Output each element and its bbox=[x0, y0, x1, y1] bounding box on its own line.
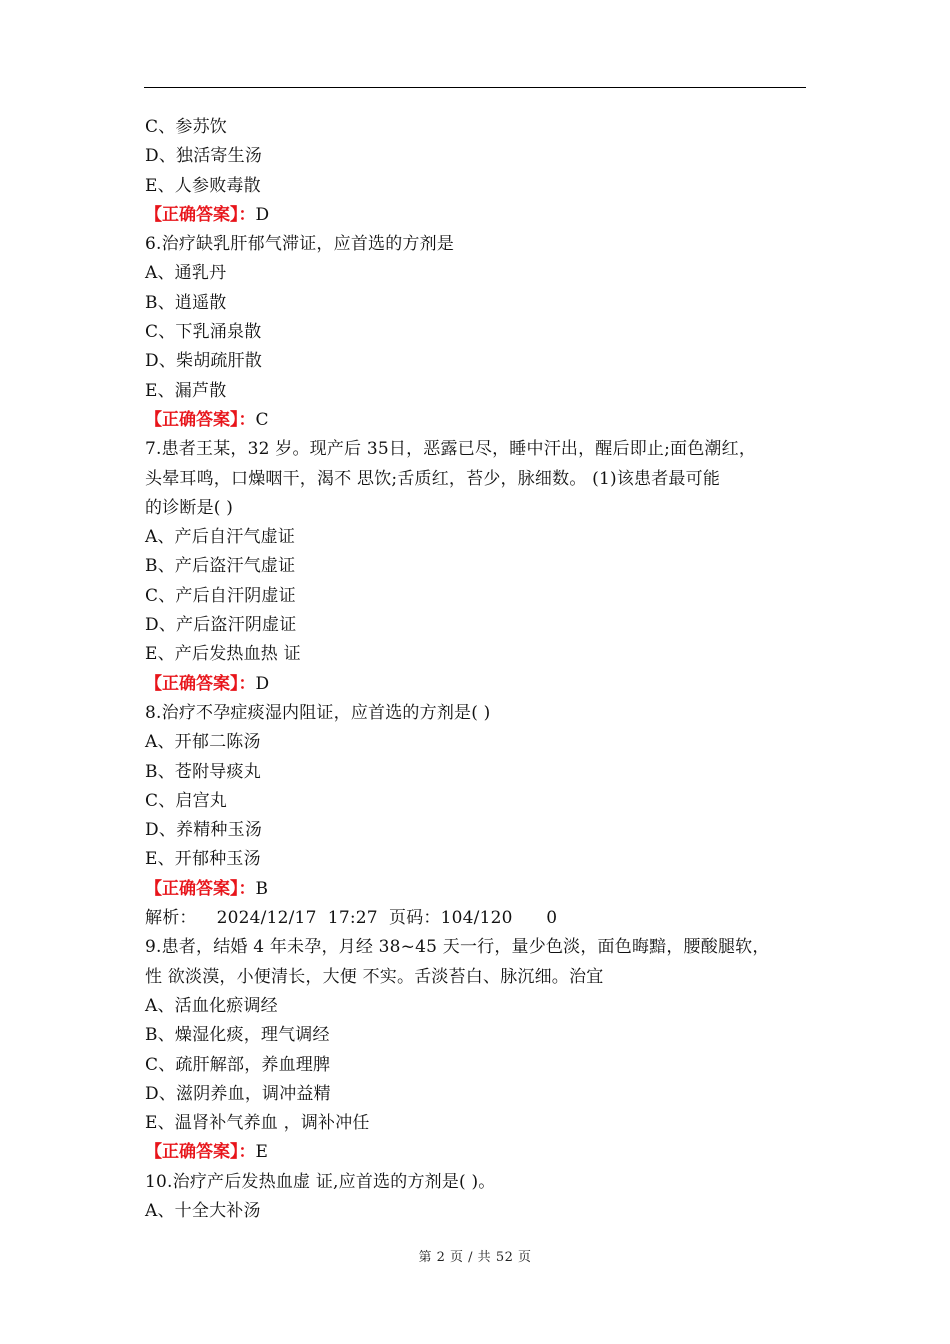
option-d: D、养精种玉汤 bbox=[145, 820, 263, 841]
option-c: C、产后自汗阴虚证 bbox=[145, 585, 296, 606]
option-a: A、十全大补汤 bbox=[145, 1200, 261, 1221]
question-stem-line: 的诊断是( ) bbox=[145, 497, 234, 518]
option-c: C、启宫丸 bbox=[145, 790, 228, 811]
answer-label: 【正确答案】： bbox=[145, 204, 256, 225]
option-b: B、燥湿化痰，理气调经 bbox=[145, 1025, 330, 1046]
question-stem-line: 性 欲淡漠，小便清长，大便 不实。舌淡苔白、脉沉细。治宜 bbox=[145, 966, 604, 987]
answer-value: D bbox=[255, 204, 270, 225]
option-c: C、下乳涌泉散 bbox=[145, 322, 262, 343]
analysis-meta: 2024/12/17 17:27 页码：104/120 0 bbox=[216, 908, 558, 929]
option-a: A、通乳丹 bbox=[145, 263, 227, 284]
answer-value: B bbox=[255, 878, 269, 899]
answer-row bbox=[145, 201, 810, 230]
answer-label: 【正确答案】： bbox=[145, 673, 256, 694]
option-d: D、产后盗汗阴虚证 bbox=[145, 615, 297, 636]
answer-value: C bbox=[255, 409, 269, 430]
answer-row bbox=[145, 670, 810, 699]
question-stem: 8.治疗不孕症痰湿内阻证，应首选的方剂是( ) bbox=[145, 702, 491, 723]
answer-row bbox=[145, 1138, 810, 1167]
option-b: B、逍遥散 bbox=[145, 292, 227, 313]
option-a: A、产后自汗气虚证 bbox=[145, 527, 296, 548]
option-e: E、产后发热血热 证 bbox=[145, 644, 301, 665]
answer-row bbox=[145, 406, 810, 435]
option-d: D、柴胡疏肝散 bbox=[145, 351, 263, 372]
answer-value: D bbox=[255, 673, 270, 694]
question-stem-line: 9.患者，结婚 4 年未孕，月经 38~45 天一行，量少色淡，面色晦黯，腰酸腿软， bbox=[145, 937, 770, 958]
option-b: B、苍附导痰丸 bbox=[145, 761, 261, 782]
page-footer: 第 2 页 / 共 52 页 bbox=[418, 1250, 532, 1265]
header-rule bbox=[144, 87, 806, 88]
option-b: B、产后盗汗气虚证 bbox=[145, 556, 296, 577]
question-stem: 10.治疗产后发热血虚 证,应首选的方剂是( )。 bbox=[145, 1171, 496, 1192]
option-c: C、疏肝解部，养血理脾 bbox=[145, 1054, 331, 1075]
option-e: E、开郁种玉汤 bbox=[145, 849, 261, 870]
question-stem-line: 头晕耳鸣，口燥咽干，渴不 思饮;舌质红，苔少，脉细数。 (1)该患者最可能 bbox=[145, 468, 721, 489]
answer-label: 【正确答案】： bbox=[145, 1142, 256, 1163]
option-e: E、漏芦散 bbox=[145, 380, 227, 401]
option-a: A、活血化瘀调经 bbox=[145, 995, 278, 1016]
page-content bbox=[145, 113, 810, 1226]
analysis-label: 解析： bbox=[145, 908, 197, 929]
option-e: E、人参败毒散 bbox=[145, 175, 261, 196]
option-d: D、滋阴养血，调冲益精 bbox=[145, 1083, 331, 1104]
answer-value: E bbox=[255, 1142, 269, 1163]
analysis-row bbox=[145, 904, 810, 933]
option-d: D、独活寄生汤 bbox=[145, 146, 263, 167]
answer-label: 【正确答案】： bbox=[145, 878, 256, 899]
option-e: E、温肾补气养血 ，调补冲任 bbox=[145, 1113, 370, 1134]
question-stem-line: 7.患者王某，32 岁。现产后 35日，恶露已尽，睡中汗出，醒后即止;面色潮红， bbox=[145, 439, 757, 460]
answer-label: 【正确答案】： bbox=[145, 409, 256, 430]
answer-row bbox=[145, 875, 810, 904]
option-c: C、参苏饮 bbox=[145, 117, 228, 137]
question-stem: 6.治疗缺乳肝郁气滞证，应首选的方剂是 bbox=[145, 234, 455, 255]
option-a: A、开郁二陈汤 bbox=[145, 732, 261, 753]
